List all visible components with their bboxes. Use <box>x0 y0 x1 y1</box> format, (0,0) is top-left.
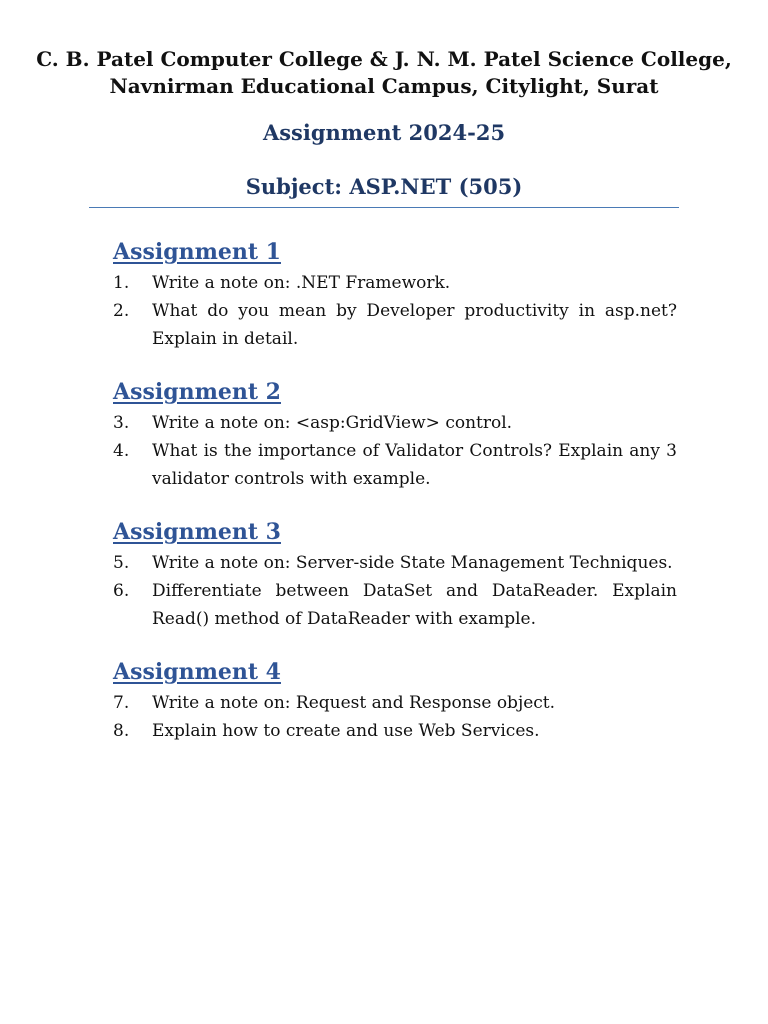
question-list <box>113 689 677 745</box>
document-header <box>0 46 768 201</box>
question-number: 7. <box>113 693 130 713</box>
question-number: 4. <box>113 441 130 461</box>
college-name-line-1: C. B. Patel Computer College & J. N. M. Patel Science College, <box>36 47 732 71</box>
question-number: 3. <box>113 413 130 433</box>
question-text: Write a note on: Server-side State Management Techniques. <box>152 553 673 573</box>
question-item <box>113 409 677 437</box>
question-item <box>113 437 677 493</box>
question-text: Explain how to create and use Web Services. <box>152 721 540 741</box>
question-list <box>113 269 677 353</box>
question-number: 6. <box>113 581 130 601</box>
assignment-year-title: Assignment 2024-25 <box>262 120 506 145</box>
section-heading: Assignment 4 <box>113 659 281 685</box>
question-text: What do you mean by Developer productivity in asp.net? Explain in detail. <box>152 301 677 349</box>
question-text: What is the importance of Validator Controls? Explain any 3 validator controls with example. <box>152 441 677 489</box>
question-number: 2. <box>113 301 130 321</box>
assignment-section-2 <box>113 377 677 493</box>
question-number: 5. <box>113 553 130 573</box>
assignments-content <box>113 237 677 769</box>
question-item <box>113 297 677 353</box>
subject-title: Subject: ASP.NET (505) <box>245 174 523 199</box>
question-number: 1. <box>113 273 130 293</box>
question-item <box>113 689 677 717</box>
question-text: Write a note on: .NET Framework. <box>152 273 451 293</box>
assignment-section-4 <box>113 657 677 745</box>
question-item <box>113 549 677 577</box>
question-text: Differentiate between DataSet and DataReader. Explain Read() method of DataReader with example. <box>152 581 677 629</box>
question-number: 8. <box>113 721 130 741</box>
question-list <box>113 549 677 633</box>
question-text: Write a note on: Request and Response object. <box>152 693 556 713</box>
section-heading: Assignment 2 <box>113 379 281 405</box>
question-item <box>113 269 677 297</box>
section-heading: Assignment 3 <box>113 519 281 545</box>
header-divider <box>89 207 679 208</box>
section-heading: Assignment 1 <box>113 239 281 265</box>
question-item <box>113 717 677 745</box>
college-name-line-2: Navnirman Educational Campus, Citylight, Surat <box>109 74 659 98</box>
assignment-section-1 <box>113 237 677 353</box>
question-text: Write a note on: <asp:GridView> control. <box>152 413 513 433</box>
question-list <box>113 409 677 493</box>
assignment-section-3 <box>113 517 677 633</box>
question-item <box>113 577 677 633</box>
